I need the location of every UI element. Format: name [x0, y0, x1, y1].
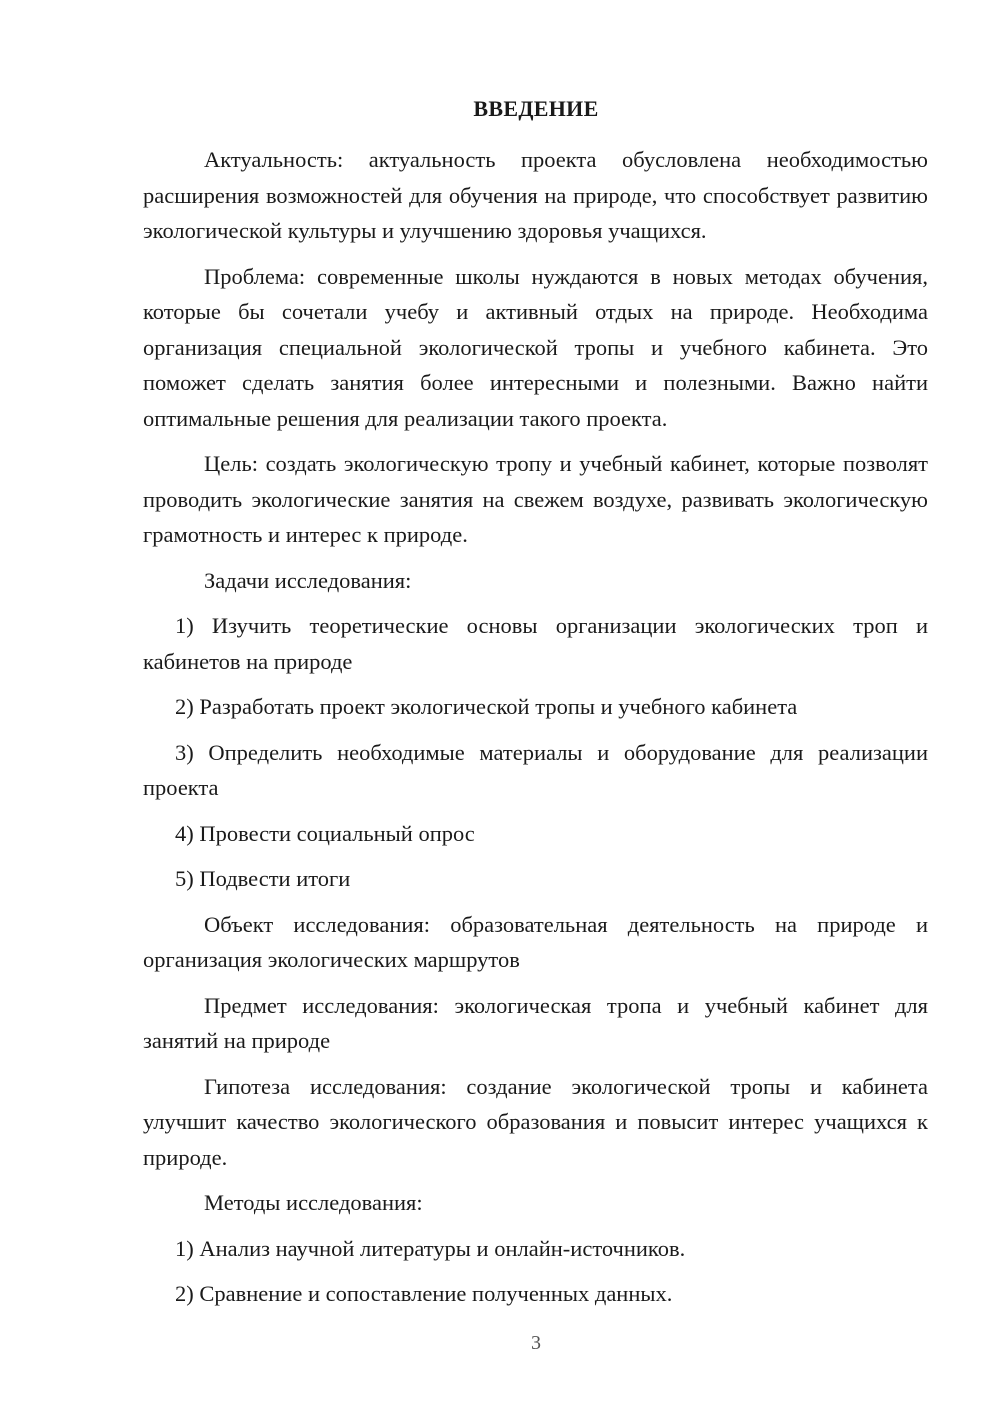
paragraph-hypothesis: Гипотеза исследования: создание экологической тропы и кабинета улучшит качество экологического образования и повысит интерес учащихся к природе. [143, 1073, 928, 1170]
page-number: 3 [531, 1332, 541, 1354]
paragraph-tasks-heading: Задачи исследования: [204, 567, 412, 593]
paragraph-relevance: Актуальность: актуальность проекта обусловлена необходимостью расширения возможностей для обучения на природе, что способствует развитию экологической культуры и улучшению здоровья учащихся. [143, 147, 928, 243]
list-item-method-2: 2) Сравнение и сопоставление полученных данных. [175, 1281, 673, 1306]
list-item-task-2: 2) Разработать проект экологической тропы и учебного кабинета [175, 694, 798, 719]
list-item-task-4: 4) Провести социальный опрос [175, 820, 475, 846]
body-text [143, 142, 928, 1312]
paragraph-goal: Цель: создать экологическую тропу и учебный кабинет, которые позволят проводить экологические занятия на свежем воздухе, развивать экологическую грамотность и интерес к природе. [143, 451, 928, 547]
list-item-task-1: 1) Изучить теоретические основы организации экологических троп и кабинетов на природе [143, 613, 928, 674]
list-item-method-1: 1) Анализ научной литературы и онлайн-источников. [175, 1235, 686, 1261]
paragraph-object: Объект исследования: образовательная деятельность на природе и организация экологических маршрутов [143, 911, 928, 972]
paragraph-problem: Проблема: современные школы нуждаются в новых методах обучения, которые бы сочетали учебу и активный отдых на природе. Необходима организация специальной экологической тропы и учебного кабинета. Это поможет сделать занятия более интересными и полезными. Важно найти оптимальные решения для реализации такого проекта. [143, 263, 928, 431]
list-item-task-3: 3) Определить необходимые материалы и оборудование для реализации проекта [143, 739, 928, 800]
paragraph-subject: Предмет исследования: экологическая тропа и учебный кабинет для занятий на природе [143, 992, 928, 1053]
list-item-task-5: 5) Подвести итоги [175, 866, 351, 891]
paragraph-methods-heading: Методы исследования: [204, 1190, 423, 1215]
section-heading: ВВЕДЕНИЕ [473, 96, 599, 121]
